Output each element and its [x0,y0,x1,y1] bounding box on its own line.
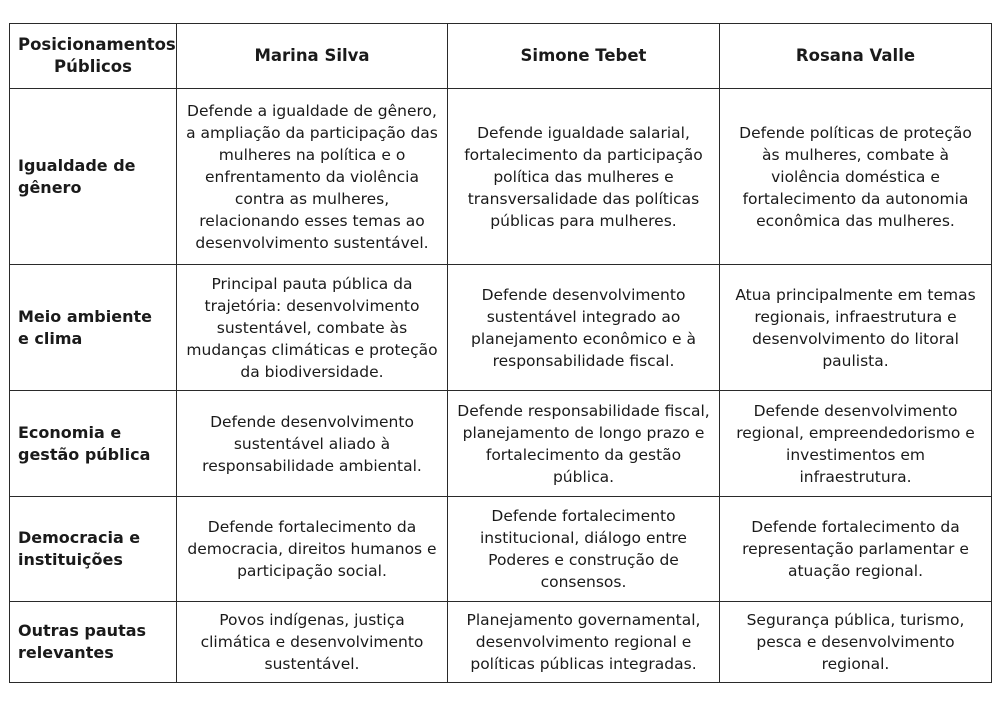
table-cell: Defende a igualdade de gênero, a ampliação da participação das mulheres na política e o enfrentamento da violência contra as mulheres, relacionando esses temas ao desenvolvimento sustentável. [177,89,448,265]
table-row [10,89,992,265]
table-cell: Defende igualdade salarial, fortalecimento da participação política das mulheres e transversalidade das políticas públicas para mulheres. [448,89,720,265]
table-cell: Defende fortalecimento da democracia, direitos humanos e participação social. [177,497,448,602]
row-topic-cell: Outras pautas relevantes [10,602,177,683]
table-cell: Povos indígenas, justiça climática e desenvolvimento sustentável. [177,602,448,683]
comparison-table [9,23,992,683]
header-cell-topic: Posicionamentos Públicos [10,24,177,89]
table-cell: Atua principalmente em temas regionais, infraestrutura e desenvolvimento do litoral paulista. [720,265,992,391]
row-topic-cell: Economia e gestão pública [10,391,177,497]
table-row [10,497,992,602]
row-topic-cell: Meio ambiente e clima [10,265,177,391]
table-cell: Defende desenvolvimento regional, empreendedorismo e investimentos em infraestrutura. [720,391,992,497]
header-cell-rosana-valle: Rosana Valle [720,24,992,89]
table-cell: Planejamento governamental, desenvolvimento regional e políticas públicas integradas. [448,602,720,683]
header-row [10,24,992,89]
table-row [10,265,992,391]
header-cell-marina-silva: Marina Silva [177,24,448,89]
table-row [10,391,992,497]
table-cell: Defende políticas de proteção às mulheres, combate à violência doméstica e fortalecimento da autonomia econômica das mulheres. [720,89,992,265]
row-topic-cell: Democracia e instituições [10,497,177,602]
table-cell: Defende responsabilidade fiscal, planejamento de longo prazo e fortalecimento da gestão pública. [448,391,720,497]
table-cell: Defende desenvolvimento sustentável aliado à responsabilidade ambiental. [177,391,448,497]
table-cell: Segurança pública, turismo, pesca e desenvolvimento regional. [720,602,992,683]
table-cell: Defende desenvolvimento sustentável integrado ao planejamento econômico e à responsabilidade fiscal. [448,265,720,391]
header-cell-simone-tebet: Simone Tebet [448,24,720,89]
table-row [10,602,992,683]
table-cell: Defende fortalecimento da representação parlamentar e atuação regional. [720,497,992,602]
row-topic-cell: Igualdade de gênero [10,89,177,265]
table-cell: Principal pauta pública da trajetória: desenvolvimento sustentável, combate às mudanças climáticas e proteção da biodiversidade. [177,265,448,391]
table-cell: Defende fortalecimento institucional, diálogo entre Poderes e construção de consensos. [448,497,720,602]
